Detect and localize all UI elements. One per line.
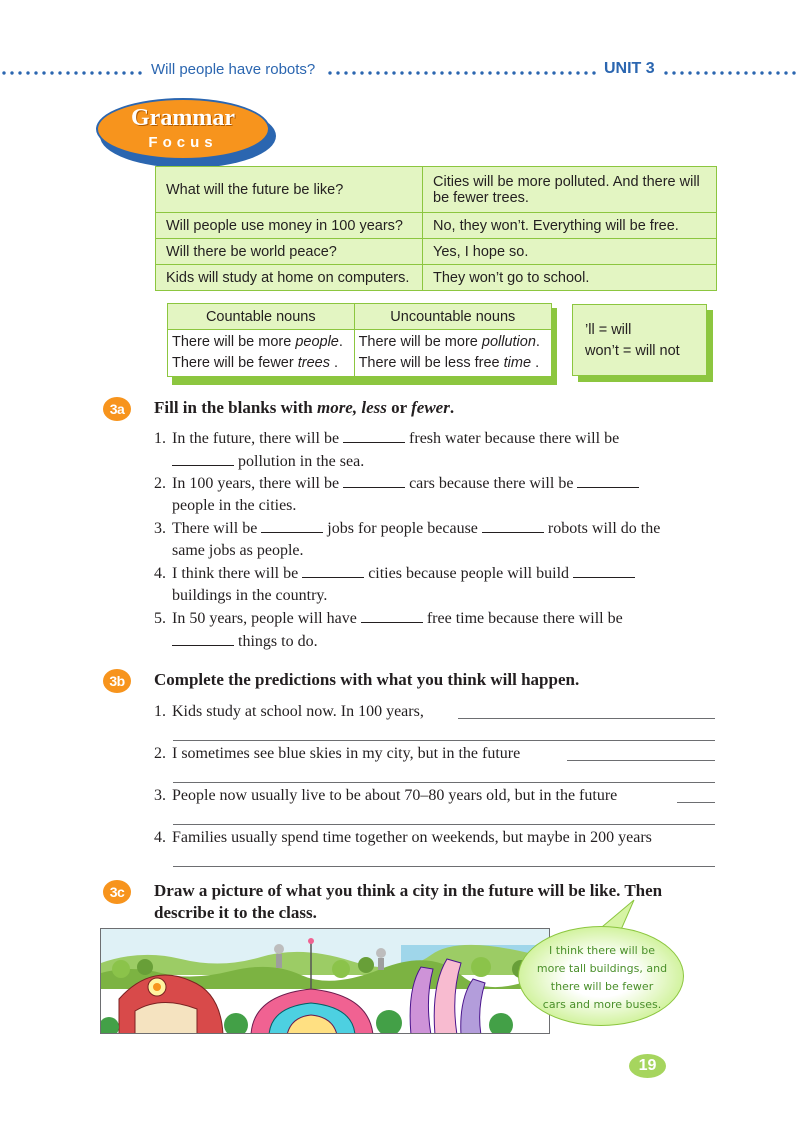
- answer-blank[interactable]: [482, 517, 544, 533]
- prediction-item-2: 2. I sometimes see blue skies in my city, but in the future: [154, 745, 521, 762]
- answer-line[interactable]: [677, 802, 715, 803]
- answer-blank[interactable]: [261, 517, 323, 533]
- table-cell-answer: They won’t go to school.: [423, 265, 717, 291]
- future-city-illustration: [100, 928, 550, 1034]
- header-dots-right: [662, 71, 800, 75]
- prediction-item-1: 1. Kids study at school now. In 100 years,: [154, 703, 424, 720]
- answer-blank[interactable]: [172, 630, 234, 646]
- answer-blank[interactable]: [573, 562, 635, 578]
- section-badge-3c: 3c: [103, 880, 131, 904]
- answer-line[interactable]: [173, 740, 715, 741]
- table-cell-question: Kids will study at home on computers.: [156, 265, 423, 291]
- answer-blank[interactable]: [577, 472, 639, 488]
- uncountable-header: Uncountable nouns: [354, 304, 551, 330]
- contraction-will-not: won’t = will not: [585, 343, 680, 359]
- exercise-3a-item-1: 1. In the future, there will be fresh water because there will be pollution in the sea.: [154, 427, 619, 473]
- table-cell-answer: Yes, I hope so.: [423, 239, 717, 265]
- table-row: [156, 239, 717, 265]
- answer-blank[interactable]: [343, 427, 405, 443]
- page-number: 19: [629, 1054, 666, 1078]
- table-cell-answer: Cities will be more polluted. And there will be fewer trees.: [423, 167, 717, 213]
- city-drawing: [101, 929, 550, 1034]
- unit-label: UNIT 3: [604, 60, 655, 77]
- exercise-3a-item-4: 4. I think there will be cities because people will build buildings in the country.: [154, 562, 635, 607]
- table-row: [156, 265, 717, 291]
- countable-example: There will be more people.: [172, 334, 343, 350]
- contractions-box: [572, 304, 707, 376]
- answer-line[interactable]: [173, 824, 715, 825]
- uncountable-example: There will be less free time .: [358, 355, 540, 371]
- exercise-3a-item-5: 5. In 50 years, people will have free time because there will be things to do.: [154, 607, 623, 653]
- table-cell-answer: No, they won’t. Everything will be free.: [423, 213, 717, 239]
- focus-subtitle: Focus: [148, 134, 218, 151]
- prediction-item-3: 3. People now usually live to be about 70–80 years old, but in the future: [154, 787, 618, 804]
- table-cell-question: Will there be world peace?: [156, 239, 423, 265]
- nouns-header-row: [168, 304, 552, 330]
- uncountable-examples: [354, 330, 551, 377]
- countable-examples: [168, 330, 355, 377]
- table-cell-question: What will the future be like?: [156, 167, 423, 213]
- prediction-item-4: 4. Families usually spend time together on weekends, but maybe in 200 years: [154, 829, 652, 846]
- countable-header: Countable nouns: [168, 304, 355, 330]
- answer-line[interactable]: [173, 866, 715, 867]
- answer-blank[interactable]: [302, 562, 364, 578]
- answer-line[interactable]: [567, 760, 715, 761]
- table-row: [156, 213, 717, 239]
- answer-blank[interactable]: [343, 472, 405, 488]
- nouns-table: [167, 303, 552, 377]
- nouns-body-row: [168, 330, 552, 377]
- answer-line[interactable]: [173, 782, 715, 783]
- exercise-3a-item-3: 3. There will be jobs for people because robots will do the same jobs as people.: [154, 517, 660, 562]
- table-cell-question: Will people use money in 100 years?: [156, 213, 423, 239]
- answer-line[interactable]: [458, 718, 715, 719]
- grammar-focus-badge: [96, 98, 278, 170]
- page-header: [0, 60, 800, 84]
- countable-example: There will be fewer trees .: [172, 355, 339, 371]
- nouns-box: [167, 303, 552, 377]
- instruction-3b: Complete the predictions with what you think will happen.: [154, 670, 580, 689]
- answer-blank[interactable]: [361, 607, 423, 623]
- contraction-will: ’ll = will: [585, 322, 632, 338]
- section-badge-3a: 3a: [103, 397, 131, 421]
- header-title: Will people have robots?: [151, 61, 316, 78]
- instruction-3a: Fill in the blanks with more, less or fewer.: [154, 398, 455, 417]
- section-badge-3b: 3b: [103, 669, 131, 693]
- speech-bubble-text: I think there will be more tall buildings, and there will be fewer cars and more buses.: [536, 944, 668, 1011]
- uncountable-example: There will be more pollution.: [358, 334, 540, 350]
- instruction-3c: Draw a picture of what you think a city in the future will be like. Then describe it to the class.: [154, 881, 663, 922]
- exercise-3a-item-2: 2. In 100 years, there will be cars because there will be people in the cities.: [154, 472, 639, 517]
- header-dots-middle: [326, 71, 598, 75]
- header-dots-left: [0, 71, 146, 75]
- table-row: [156, 167, 717, 213]
- grammar-title: Grammar: [131, 105, 235, 131]
- grammar-table: [155, 166, 717, 291]
- answer-blank[interactable]: [172, 450, 234, 466]
- contractions-note: [572, 304, 707, 376]
